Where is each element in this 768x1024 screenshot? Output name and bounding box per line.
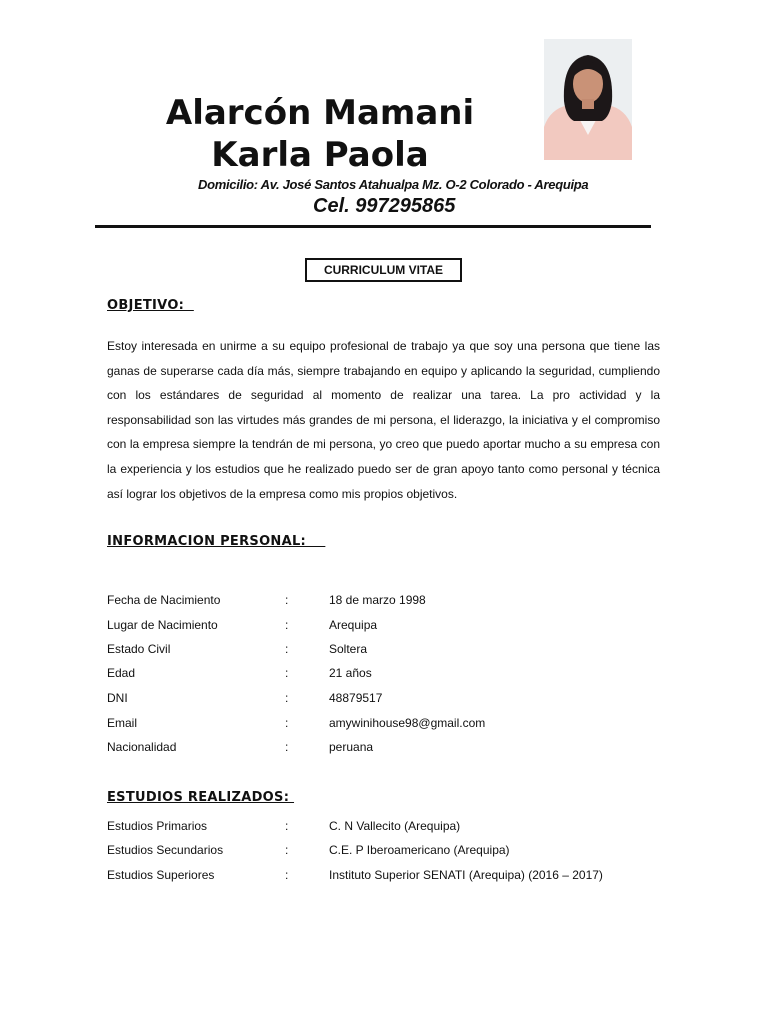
row-separator: : (285, 843, 289, 857)
row-label: Lugar de Nacimiento (107, 618, 218, 632)
row-label: Fecha de Nacimiento (107, 593, 221, 607)
row-value: 21 años (329, 666, 372, 680)
name-line-2: Karla Paola (211, 135, 429, 175)
objective-paragraph: Estoy interesada en unirme a su equipo profesional de trabajo ya que soy una persona que tiene las ganas de superarse cada día más, siempre trabajando en equipo y aplicando la seguridad, cumpliendo con los estándares de seguridad al momento de realizar una tarea. La pro actividad y la responsabilidad son las virtudes más grandes de mi persona, el liderazgo, la iniciativa y el compromiso con la empresa siempre la tendrán de mi persona, yo creo que puedo aportar mucho a su empresa con la experiencia y los estudios que he realizado puedo ser de gran apoyo tanto como personal y técnica así lograr los objetivos de la empresa como mis propios objetivos. (107, 339, 660, 501)
row-value: peruana (329, 740, 374, 754)
row-value: Instituto Superior SENATI (Arequipa) (2016 – 2017) (329, 868, 603, 882)
row-value: C. N Vallecito (Arequipa) (329, 819, 461, 833)
studies-heading: ESTUDIOS REALIZADOS: (107, 790, 295, 805)
row-value: 48879517 (329, 691, 383, 705)
row-label: Edad (107, 666, 136, 680)
objective-heading: OBJETIVO: (107, 298, 194, 313)
row-value: C.E. P Iberoamericano (Arequipa) (329, 843, 510, 857)
row-label: Estado Civil (107, 642, 171, 656)
profile-photo-icon (544, 39, 632, 160)
row-separator: : (285, 868, 289, 882)
row-separator: : (285, 691, 289, 705)
phone: Cel. 997295865 (313, 195, 456, 217)
row-label: Nacionalidad (107, 740, 177, 754)
header-divider (95, 225, 651, 228)
row-separator: : (285, 618, 289, 632)
row-separator: : (285, 666, 289, 680)
row-separator: : (285, 819, 289, 833)
personal-info-heading: INFORMACION PERSONAL: (107, 534, 326, 549)
email-value: amywinihouse98@gmail.com (329, 716, 486, 730)
name-line-1: Alarcón Mamani (165, 93, 475, 133)
curriculum-vitae-title: CURRICULUM VITAE (305, 258, 462, 282)
row-label: Estudios Primarios (107, 819, 208, 833)
row-label: Estudios Secundarios (107, 843, 224, 857)
row-separator: : (285, 593, 289, 607)
row-value: 18 de marzo 1998 (329, 593, 426, 607)
row-label: Estudios Superiores (107, 868, 215, 882)
row-label: Email (107, 716, 138, 730)
row-value: Soltera (329, 642, 368, 656)
row-label: DNI (107, 691, 128, 705)
row-separator: : (285, 716, 289, 730)
row-value: Arequipa (329, 618, 378, 632)
row-separator: : (285, 642, 289, 656)
address: Domicilio: Av. José Santos Atahualpa Mz. O-2 Colorado - Arequipa (198, 177, 589, 192)
row-separator: : (285, 740, 289, 754)
